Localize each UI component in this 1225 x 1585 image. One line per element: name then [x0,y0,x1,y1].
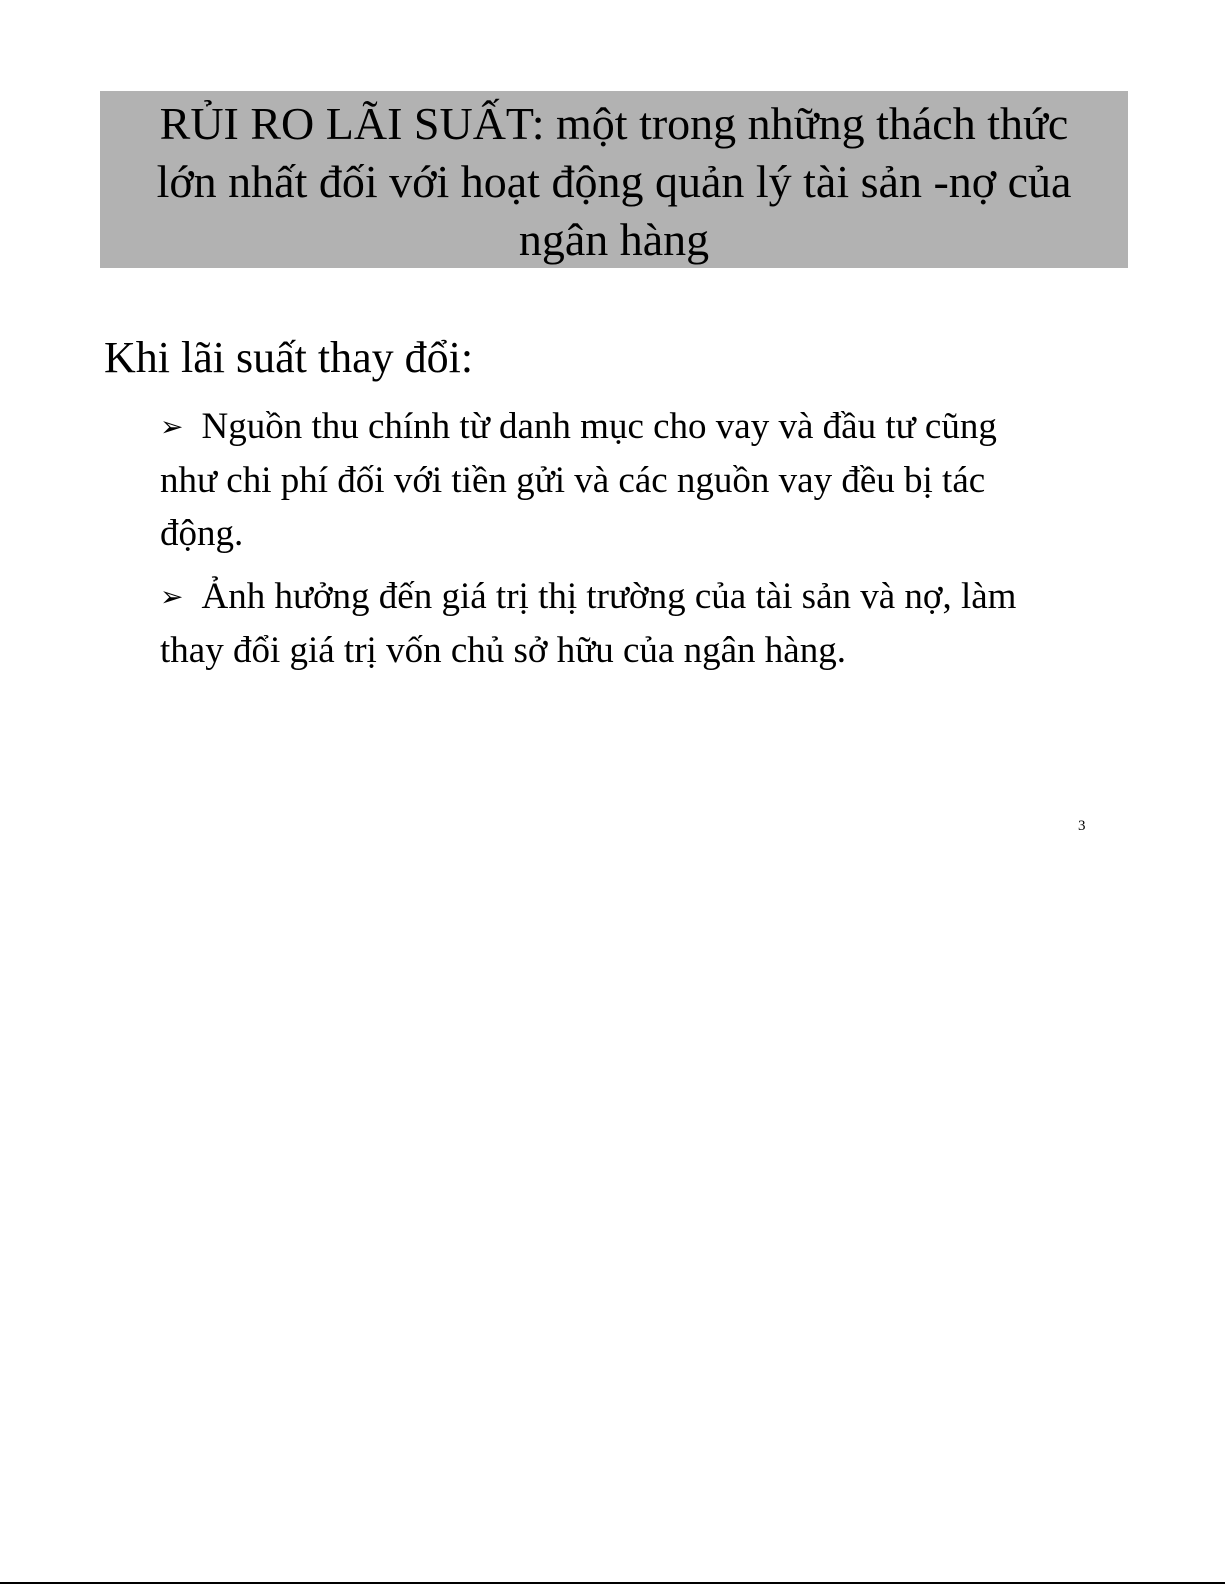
slide-title [100,91,1128,268]
page-bottom-divider [0,1582,1225,1584]
bullet-text: Ảnh hưởng đến giá trị thị trường của tài sản và nợ, làm thay đổi giá trị vốn chủ sở hữu của ngân hàng. [160,576,1017,671]
bullet-item [160,400,1040,560]
title-line-2: lớn nhất đối với hoạt động quản lý tài sản -nợ của [156,156,1072,207]
bullet-item [160,570,1040,677]
arrow-bullet-icon: ➢ [160,412,184,443]
bullet-text: Nguồn thu chính từ danh mục cho vay và đầu tư cũng như chi phí đối với tiền gửi và các nguồn vay đều bị tác động. [160,406,997,554]
title-line-3: ngân hàng [518,214,710,265]
arrow-bullet-icon: ➢ [160,582,184,613]
bullet-list [160,400,1040,687]
lead-text: Khi lãi suất thay đổi: [104,333,474,382]
page-number: 3 [1078,818,1086,834]
title-line-1: RỦI RO LÃI SUẤT: một trong những thách thức [159,98,1069,149]
